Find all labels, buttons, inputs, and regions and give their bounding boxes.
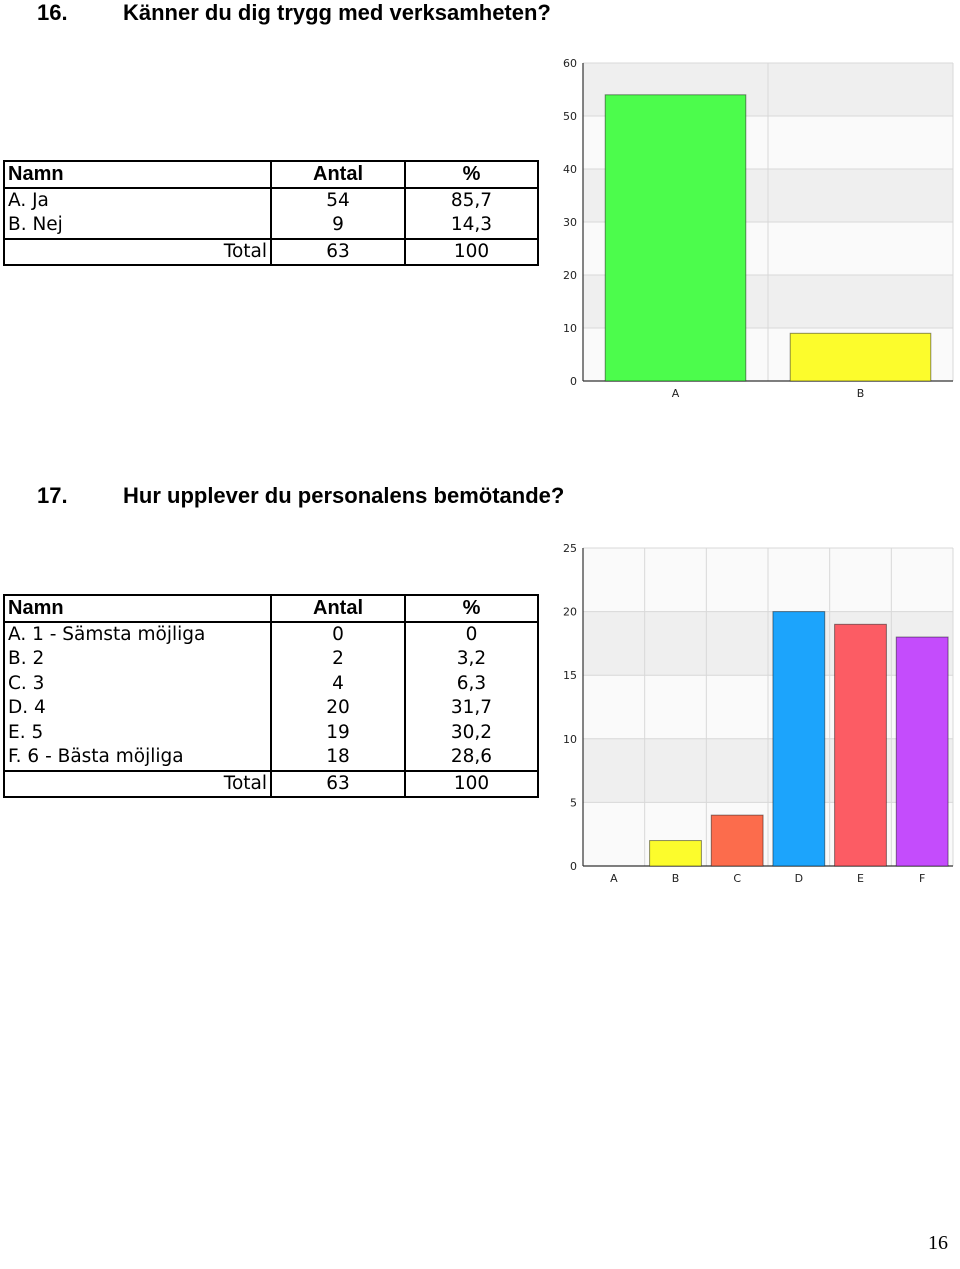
- table-row: [4, 647, 538, 672]
- table-header-row: [4, 595, 538, 622]
- table-row: [4, 745, 538, 771]
- y-tick-label: 10: [563, 322, 577, 335]
- results-table-17: [3, 594, 539, 798]
- header-namn: Namn: [4, 161, 271, 188]
- table-row: [4, 721, 538, 746]
- question-number: 17.: [37, 483, 68, 508]
- table-row: [4, 622, 538, 648]
- header-antal: Antal: [271, 161, 405, 188]
- header-percent: %: [405, 161, 538, 188]
- y-tick-label: 5: [570, 796, 577, 810]
- total-count: 63: [271, 771, 405, 798]
- x-tick-label: F: [919, 872, 926, 885]
- row-name: C. 3: [4, 672, 271, 697]
- results-table-16: [3, 160, 539, 266]
- row-name: A. Ja: [4, 188, 271, 214]
- bar-b: [790, 333, 931, 381]
- table-row: [4, 188, 538, 214]
- table-total-row: [4, 239, 538, 266]
- question-text: Hur upplever du personalens bemötande?: [123, 483, 565, 508]
- y-tick-label: 30: [563, 216, 577, 229]
- bar-chart-17: [555, 540, 960, 890]
- row-count: 54: [271, 188, 405, 214]
- y-tick-label: 0: [570, 860, 577, 873]
- x-tick-label: D: [794, 872, 804, 885]
- table-header-row: [4, 161, 538, 188]
- x-tick-label: A: [610, 872, 618, 885]
- row-percent: 14,3: [405, 213, 538, 239]
- row-count: 4: [271, 672, 405, 697]
- row-percent: 31,7: [405, 696, 538, 721]
- x-tick-label: E: [857, 872, 864, 885]
- y-tick-label: 20: [563, 605, 577, 619]
- row-name: B. 2: [4, 647, 271, 672]
- row-count: 2: [271, 647, 405, 672]
- question-text: Känner du dig trygg med verksamheten?: [123, 0, 551, 25]
- row-count: 0: [271, 622, 405, 648]
- row-count: 20: [271, 696, 405, 721]
- x-tick-label: B: [856, 387, 865, 400]
- bar-a: [605, 95, 746, 381]
- bar-e: [835, 624, 887, 866]
- header-percent: %: [405, 595, 538, 622]
- y-tick-label: 50: [563, 110, 577, 123]
- x-tick-label: C: [733, 872, 742, 885]
- y-tick-label: 20: [563, 269, 577, 282]
- bar-b: [650, 841, 702, 866]
- page-number: 16: [928, 1232, 948, 1254]
- row-count: 18: [271, 745, 405, 771]
- row-percent: 6,3: [405, 672, 538, 697]
- bar-d: [773, 612, 825, 866]
- table-row: [4, 696, 538, 721]
- y-tick-label: 25: [563, 542, 577, 555]
- x-tick-label: A: [671, 387, 680, 400]
- total-percent: 100: [405, 239, 538, 266]
- total-label: Total: [4, 239, 271, 266]
- table-row: [4, 213, 538, 239]
- total-percent: 100: [405, 771, 538, 798]
- row-percent: 3,2: [405, 647, 538, 672]
- row-name: D. 4: [4, 696, 271, 721]
- row-name: E. 5: [4, 721, 271, 746]
- question-number: 16.: [37, 0, 68, 25]
- bar-chart-16: [555, 55, 960, 405]
- question-16-title: [37, 0, 551, 26]
- row-percent: 85,7: [405, 188, 538, 214]
- y-tick-label: 10: [563, 732, 577, 746]
- header-antal: Antal: [271, 595, 405, 622]
- total-label: Total: [4, 771, 271, 798]
- bar-c: [711, 815, 763, 866]
- row-name: A. 1 - Sämsta möjliga: [4, 622, 271, 648]
- row-name: B. Nej: [4, 213, 271, 239]
- y-tick-label: 60: [563, 57, 577, 70]
- bar-f: [896, 637, 948, 866]
- y-tick-label: 40: [563, 163, 577, 176]
- table-total-row: [4, 771, 538, 798]
- row-percent: 0: [405, 622, 538, 648]
- total-count: 63: [271, 239, 405, 266]
- row-count: 19: [271, 721, 405, 746]
- row-percent: 28,6: [405, 745, 538, 771]
- row-percent: 30,2: [405, 721, 538, 746]
- y-tick-label: 0: [570, 375, 577, 388]
- table-row: [4, 672, 538, 697]
- question-17-title: [37, 483, 564, 509]
- row-name: F. 6 - Bästa möjliga: [4, 745, 271, 771]
- y-tick-label: 15: [563, 669, 577, 683]
- x-tick-label: B: [671, 872, 680, 885]
- row-count: 9: [271, 213, 405, 239]
- header-namn: Namn: [4, 595, 271, 622]
